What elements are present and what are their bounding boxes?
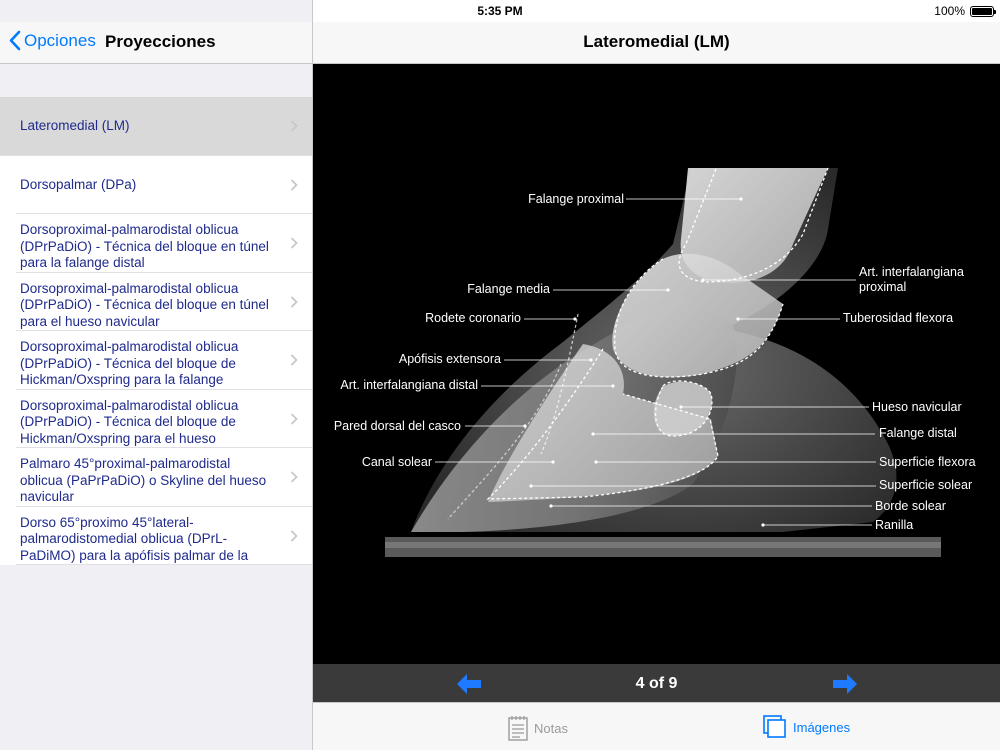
chevron-right-icon [290, 178, 298, 191]
tab-notes-label: Notas [534, 720, 568, 736]
list-item-label: Dorsoproximal-palmarodistal oblicua (DPrPaDiO) - Técnica del bloque de Hickman/Oxspring para la falange [20, 339, 239, 387]
master-pane [0, 0, 313, 750]
label-pared-dorsal: Pared dorsal del casco [333, 419, 461, 433]
label-art-interfalangiana-proximal-2: proximal [859, 280, 907, 294]
chevron-right-icon [290, 354, 298, 367]
battery-icon [970, 6, 994, 17]
image-pager [313, 664, 1000, 702]
chevron-right-icon [290, 471, 298, 484]
label-ranilla: Ranilla [875, 518, 914, 532]
label-falange-proximal: Falange proximal [528, 192, 624, 206]
master-navigation-bar [0, 22, 312, 64]
list-item-label: Palmaro 45°proximal-palmarodistal oblicua (PaPrPaDiO) o Skyline del hueso navicular [20, 456, 267, 504]
detail-title: Lateromedial (LM) [583, 32, 730, 51]
list-item-label: Dorsopalmar (DPa) [20, 176, 137, 192]
list-item-label: Lateromedial (LM) [20, 118, 130, 133]
radiograph-image [313, 64, 1000, 664]
label-falange-media: Falange media [467, 282, 550, 296]
projections-list [0, 97, 312, 565]
list-item[interactable] [0, 156, 312, 215]
radiograph-viewer[interactable] [313, 64, 1000, 664]
label-falange-distal: Falange distal [879, 426, 957, 440]
label-art-interfalangiana-proximal: Art. interfalangiana [859, 265, 964, 279]
label-tuberosidad-flexora: Tuberosidad flexora [843, 311, 954, 325]
chevron-right-icon [290, 412, 298, 425]
label-superficie-flexora: Superficie flexora [879, 455, 976, 469]
label-apofisis-extensora: Apófisis extensora [398, 352, 501, 366]
status-time: 5:35 PM [477, 4, 523, 18]
list-item[interactable] [0, 214, 312, 273]
battery-indicator [934, 4, 994, 18]
label-hueso-navicular: Hueso navicular [872, 400, 962, 414]
back-button[interactable] [8, 30, 96, 51]
chevron-right-icon [290, 237, 298, 250]
battery-percent: 100% [934, 4, 965, 18]
page-indicator: 4 of 9 [635, 675, 678, 692]
list-item-label: Dorsoproximal-palmarodistal oblicua (DPrPaDiO) - Técnica del bloque en túnel para el hueso navicular [20, 280, 269, 329]
list-item[interactable] [0, 507, 312, 566]
list-item[interactable] [0, 448, 312, 507]
chevron-right-icon [290, 295, 298, 308]
master-title: Proyecciones [105, 32, 216, 51]
label-canal-solear: Canal solear [361, 455, 432, 469]
tab-images-label: Imágenes [793, 719, 851, 735]
detail-navigation-bar [313, 22, 1000, 64]
notes-icon [508, 715, 528, 741]
label-superficie-solear: Superficie solear [879, 478, 973, 492]
arrow-right-icon[interactable] [833, 674, 857, 694]
list-item[interactable] [0, 390, 312, 449]
list-item[interactable] [0, 97, 312, 156]
chevron-right-icon [290, 529, 298, 542]
list-item-label: Dorsoproximal-palmarodistal oblicua (DPrPaDiO) - Técnica del bloque en túnel para la falange distal [20, 222, 269, 270]
tab-bar [313, 702, 1000, 750]
list-item-label: Dorsoproximal-palmarodistal oblicua (DPrPaDiO) - Técnica del bloque de Hickman/Oxspring para el hueso [20, 397, 239, 446]
tab-notes[interactable] [508, 715, 568, 741]
label-borde-solear: Borde solear [875, 499, 946, 513]
list-item[interactable] [0, 331, 312, 390]
chevron-left-icon [8, 30, 21, 51]
list-item-label: Dorso 65°proximo 45°lateral-palmarodistomedial oblicua (DPrL-PaDiMO) para la apófisis palmar de la [20, 514, 249, 563]
label-art-interfalangiana-distal: Art. interfalangiana distal [340, 378, 478, 392]
tab-images[interactable] [763, 715, 850, 739]
back-button-label: Opciones [24, 30, 96, 50]
chevron-right-icon [290, 120, 298, 133]
label-rodete-coronario: Rodete coronario [425, 311, 521, 325]
list-item[interactable] [0, 273, 312, 332]
images-icon [763, 715, 787, 739]
